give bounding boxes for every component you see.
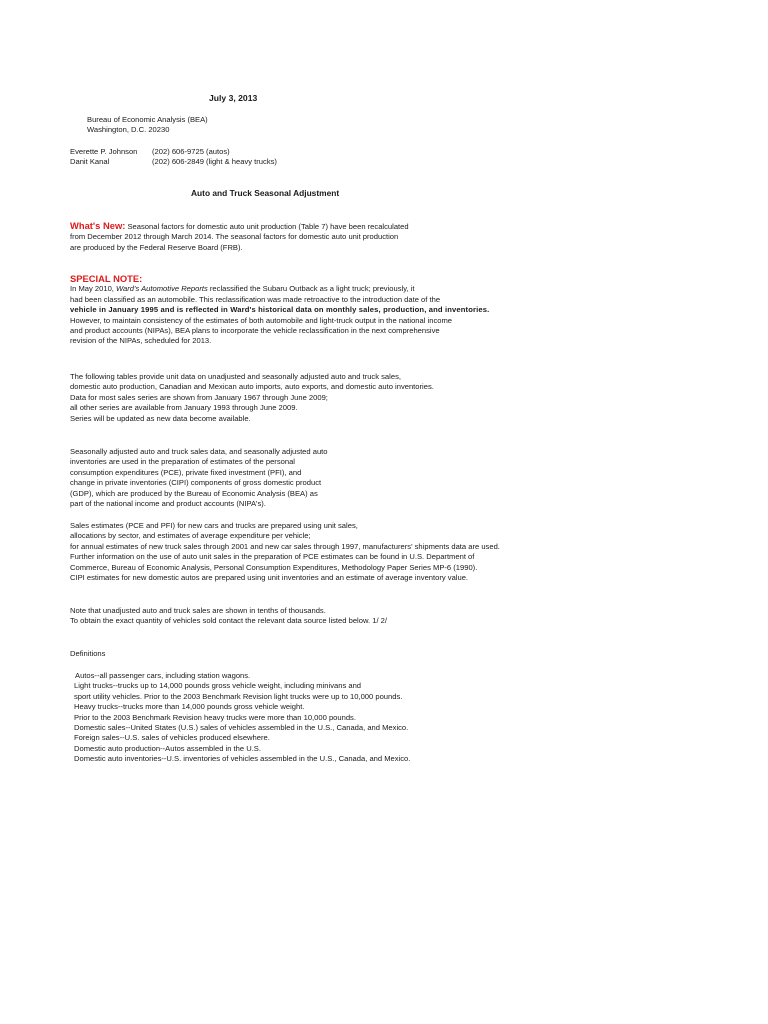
paragraph-line: change in private inventories (CIPI) components of gross domestic product	[70, 478, 322, 488]
special-note-text: In May 2010,	[70, 284, 117, 294]
contact-row	[70, 157, 277, 167]
definition-item: Prior to the 2003 Benchmark Revision heavy trucks were more than 10,000 pounds.	[74, 712, 356, 722]
usage-paragraph	[70, 447, 328, 509]
paragraph-line: for annual estimates of new truck sales through 2001 and new car sales through 1997, manufacturers' shipments data are used.	[70, 541, 500, 551]
paragraph-line: To obtain the exact quantity of vehicles sold contact the relevant data source listed below. 1/ 2/	[70, 616, 388, 626]
definition-item: sport utility vehicles. Prior to the 2003 Benchmark Revision light trucks were up to 10,000 pounds.	[74, 691, 403, 701]
paragraph-line: Commerce, Bureau of Economic Analysis, Personal Consumption Expenditures, Methodology Paper Series MP-6 (1990).	[70, 562, 478, 572]
special-note-line: and product accounts (NIPAs), BEA plans to incorporate the vehicle reclassification in the next comprehensive	[70, 326, 440, 336]
agency-block	[87, 115, 208, 136]
paragraph-line: Data for most sales series are shown from January 1967 through June 2009;	[70, 392, 328, 402]
paragraph-line: The following tables provide unit data on unadjusted and seasonally adjusted auto and truck sales,	[70, 372, 401, 381]
tables-paragraph	[70, 372, 434, 424]
paragraph-line: allocations by sector, and estimates of average expenditure per vehicle;	[70, 531, 311, 541]
contacts-block	[70, 147, 277, 168]
special-note-section	[70, 274, 489, 347]
definitions-heading: Definitions	[70, 649, 106, 658]
special-note-text: reclassified the Subaru Outback as a light truck; previously, it	[207, 284, 415, 294]
paragraph-line: Note that unadjusted auto and truck sales are shown in tenths of thousands.	[70, 606, 326, 615]
wards-reports-title: Ward's Automotive Reports	[116, 284, 208, 294]
paragraph-line: Series will be updated as new data become available.	[70, 413, 251, 423]
paragraph-line: consumption expenditures (PCE), private fixed investment (PFI), and	[70, 467, 302, 477]
definition-item: Domestic sales--United States (U.S.) sales of vehicles assembled in the U.S., Canada, and Mexico.	[74, 723, 409, 733]
whats-new-label: What's New:	[70, 220, 126, 231]
document-date: July 3, 2013	[209, 93, 258, 103]
agency-address: Washington, D.C. 20230	[87, 125, 170, 135]
contact-row	[70, 147, 277, 157]
agency-name: Bureau of Economic Analysis (BEA)	[87, 115, 208, 124]
paragraph-line: CIPI estimates for new domestic autos are prepared using unit inventories and an estimate of average inventory value.	[70, 573, 469, 583]
paragraph-line: part of the national income and product accounts (NIPA's).	[70, 499, 266, 509]
whats-new-text: Seasonal factors for domestic auto unit production (Table 7) have been recalculated	[125, 222, 409, 231]
definition-item: Foreign sales--U.S. sales of vehicles produced elsewhere.	[74, 733, 270, 743]
paragraph-line: all other series are available from January 1993 through June 2009.	[70, 403, 298, 413]
special-note-line: However, to maintain consistency of the estimates of both automobile and light-truck output in the national income	[70, 315, 453, 325]
definition-item: Heavy trucks--trucks more than 14,000 pounds gross vehicle weight.	[74, 702, 305, 712]
contact-name: Everette P. Johnson	[70, 147, 138, 156]
contact-phone: (202) 606-2849 (light & heavy trucks)	[152, 157, 277, 167]
paragraph-line: Sales estimates (PCE and PFI) for new cars and trucks are prepared using unit sales,	[70, 521, 358, 530]
definitions-list	[74, 671, 410, 765]
paragraph-line: Seasonally adjusted auto and truck sales data, and seasonally adjusted auto	[70, 447, 328, 456]
paragraph-line: (GDP), which are produced by the Bureau of Economic Analysis (BEA) as	[70, 488, 318, 498]
paragraph-line: Further information on the use of auto unit sales in the preparation of PCE estimates can be found in U.S. Department of	[70, 552, 475, 562]
whats-new-section	[70, 221, 409, 253]
paragraph-line: domestic auto production, Canadian and Mexican auto imports, auto exports, and domestic auto inventories.	[70, 382, 434, 392]
whats-new-line	[70, 221, 409, 232]
definition-item: Domestic auto inventories--U.S. inventories of vehicles assembled in the U.S., Canada, and Mexico.	[74, 754, 411, 764]
contact-name: Danit Kanal	[70, 157, 110, 167]
note-paragraph	[70, 606, 387, 627]
definition-item: Domestic auto production--Autos assembled in the U.S.	[74, 743, 261, 753]
contact-phone: (202) 606-9725 (autos)	[152, 147, 230, 156]
special-note-line: had been classified as an automobile. This reclassification was made retroactive to the introduction date of the	[70, 294, 441, 304]
special-note-line	[70, 284, 489, 294]
special-note-label: SPECIAL NOTE:	[70, 273, 143, 284]
special-note-line: vehicle in January 1995 and is reflected in Ward's historical data on monthly sales, production, and inventories.	[70, 305, 490, 315]
definition-item: Autos--all passenger cars, including station wagons.	[75, 671, 251, 680]
document-title: Auto and Truck Seasonal Adjustment	[191, 188, 340, 198]
paragraph-line: inventories are used in the preparation of estimates of the personal	[70, 457, 295, 467]
estimates-paragraph	[70, 521, 500, 583]
definition-item: Light trucks--trucks up to 14,000 pounds gross vehicle weight, including minivans and	[74, 681, 362, 691]
whats-new-line: from December 2012 through March 2014. The seasonal factors for domestic auto unit production	[70, 232, 399, 242]
whats-new-line: are produced by the Federal Reserve Board (FRB).	[70, 242, 243, 252]
special-note-line: revision of the NIPAs, scheduled for 2013.	[70, 336, 212, 346]
